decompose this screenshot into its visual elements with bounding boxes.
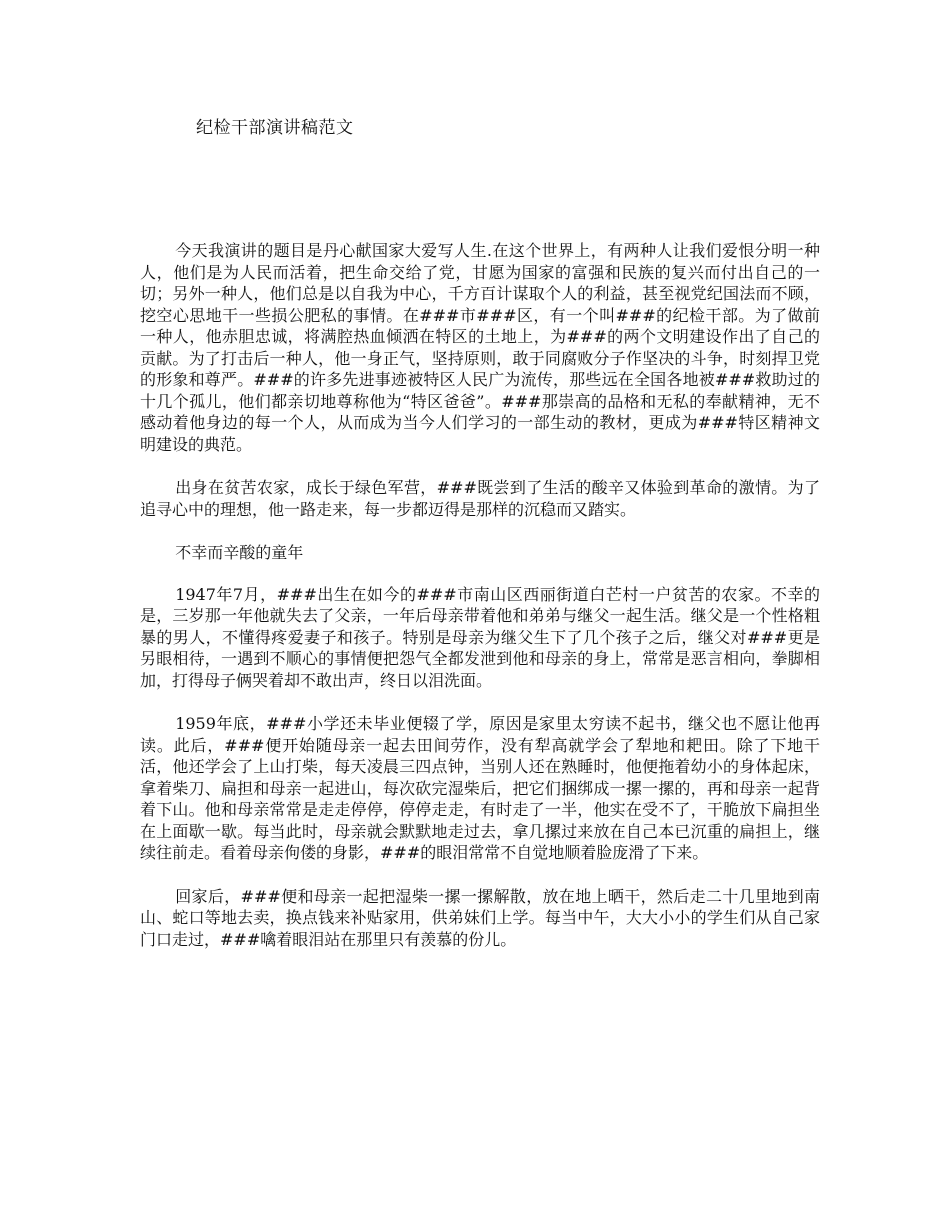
paragraph-selling-firewood: 回家后，###便和母亲一起把湿柴一摞一摞解散，放在地上晒干，然后走二十几里地到南山、蛇口等地去卖，换点钱来补贴家用，供弟妹们上学。每当中午，大大小小的学生们从自己家门口走过，###噙着眼泪站在那里只有羡慕的份儿。 — [140, 886, 820, 949]
document-body — [140, 240, 820, 972]
document-title: 纪检干部演讲稿范文 — [196, 118, 354, 138]
section-heading-childhood: 不幸而辛酸的童年 — [175, 543, 304, 562]
paragraph-dropout: 1959年底，###小学还未毕业便辍了学，原因是家里太穷读不起书，继父也不愿让他再读。此后，###便开始随母亲一起去田间劳作，没有犁高就学会了犁地和耙田。除了下地干活，他还学会了上山打柴，每天凌晨三四点钟，当别人还在熟睡时，他便拖着幼小的身体起床，拿着柴刀、扁担和母亲一起进山，每次砍完湿柴后，把它们捆绑成一摞一摞的，再和母亲一起背着下山。他和母亲常常是走走停停，停停走走，有时走了一半，他实在受不了，干脆放下扁担坐在上面歇一歇。每当此时，母亲就会默默地走过去，拿几摞过来放在自己本已沉重的扁担上，继续往前走。看着母亲佝偻的身影，###的眼泪常常不自觉地顺着脸庞滑了下来。 — [140, 714, 820, 862]
paragraph-birth: 1947年7月，###出生在如今的###市南山区西丽街道白芒村一户贫苦的农家。不幸的是，三岁那一年他就失去了父亲，一年后母亲带着他和弟弟与继父一起生活。继父是一个性格粗暴的男人，不懂得疼爱妻子和孩子。特别是母亲为继父生下了几个孩子之后，继父对###更是另眼相待，一遇到不顺心的事情便把怨气全都发泄到他和母亲的身上，常常是恶言相向，拳脚相加，打得母子俩哭着却不敢出声，终日以泪洗面。 — [140, 584, 820, 690]
paragraph-intro: 今天我演讲的题目是丹心献国家大爱写人生.在这个世界上，有两种人让我们爱恨分明一种人，他们是为人民而活着，把生命交给了党，甘愿为国家的富强和民族的复兴而付出自己的一切；另外一种人，他们总是以自我为中心，千方百计谋取个人的利益，甚至视党纪国法而不顾，挖空心思地干一些损公肥私的事情。在###市###区，有一个叫###的纪检干部。为了做前一种人，他赤胆忠诚，将满腔热血倾洒在特区的土地上，为###的两个文明建设作出了自己的贡献。为了打击后一种人，他一身正气，坚持原则，敢于同腐败分子作坚决的斗争，时刻捍卫党的形象和尊严。###的许多先进事迹被特区人民广为流传，那些远在全国各地被###救助过的十几个孤儿，他们都亲切地尊称他为“特区爸爸”。###那崇高的品格和无私的奉献精神，无不感动着他身边的每一个人，从而成为当今人们学习的一部生动的教材，更成为###特区精神文明建设的典范。 — [140, 241, 820, 454]
paragraph-background: 出身在贫苦农家，成长于绿色军营，###既尝到了生活的酸辛又体验到革命的激情。为了追寻心中的理想，他一路走来，每一步都迈得是那样的沉稳而又踏实。 — [140, 478, 820, 519]
